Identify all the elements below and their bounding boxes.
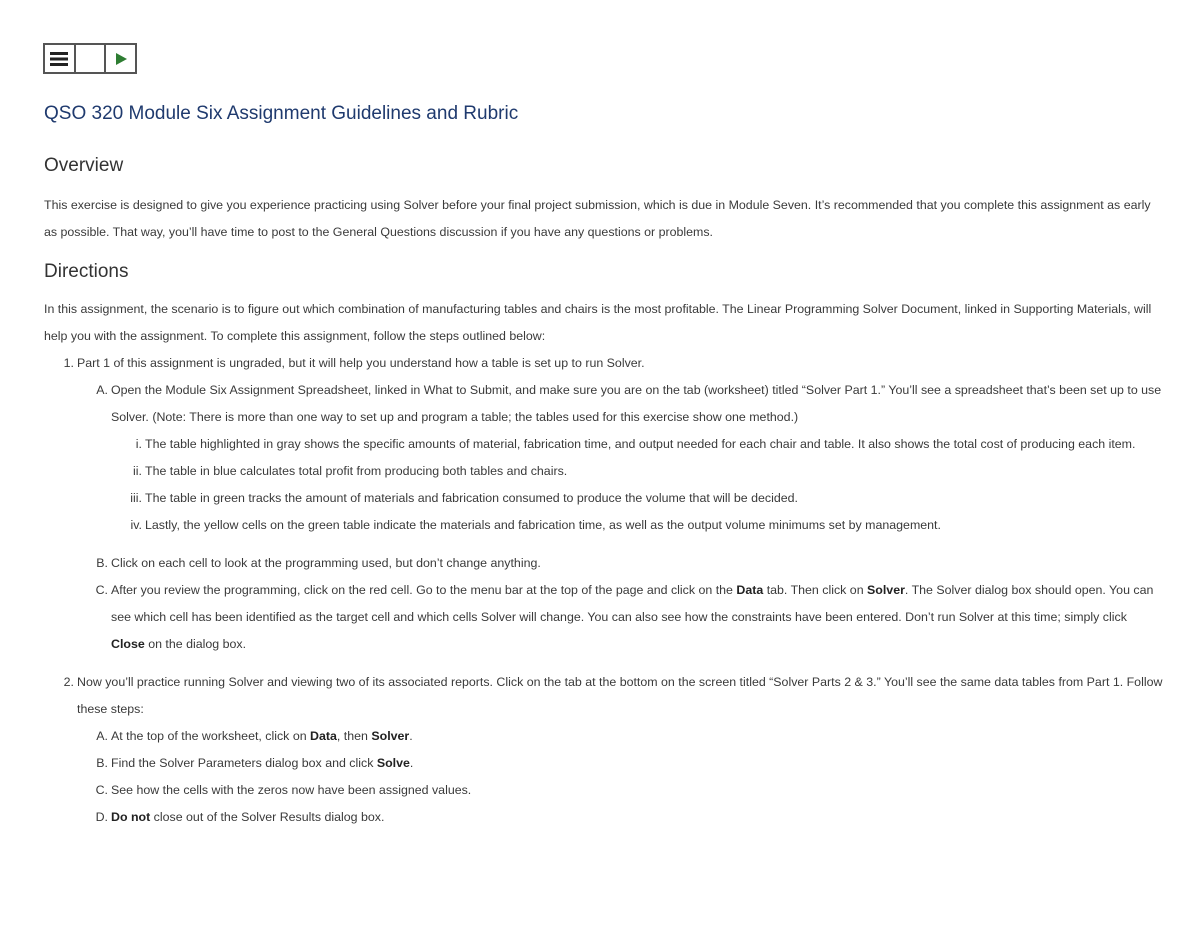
list-item-text: The table highlighted in gray shows the specific amounts of material, fabrication time, and output needed for each chair and table. It also shows the total cost of producing each item. — [145, 437, 1136, 451]
bold-term-solve: Solve — [376, 756, 410, 770]
list-item-text: . — [409, 756, 414, 770]
list-marker: A. — [96, 729, 108, 743]
overview-heading: Overview — [44, 155, 124, 176]
list-item-step2-b — [44, 750, 1164, 777]
blank-button[interactable] — [76, 45, 107, 72]
toolbar — [43, 43, 137, 74]
list-item-step1-a-iv — [44, 512, 1164, 539]
list-item-text: on the dialog box. — [144, 637, 247, 651]
list-item-text: Open the Module Six Assignment Spreadsheet, linked in What to Submit, and make sure you are on the tab (worksheet) titled “Solver Part 1.” You’ll see a spreadsheet that’s been set up to use Solver. (Note: There is more than one way to set up and program a table; the tables used for this exercise show one method.) — [111, 383, 1162, 424]
steps-list — [44, 350, 1164, 831]
list-item-text: . The Solver dialog box should open. You can see which cell has been identified as the target cell and which cells Solver will change. You can also see how the constraints have been entered. Don’t run Solver at this time; simply click — [111, 583, 1154, 624]
list-item-text: close out of the Solver Results dialog box. — [150, 810, 385, 824]
list-item-step1-c — [44, 577, 1164, 658]
list-item-text: , then — [336, 729, 372, 743]
list-item-text: Click on each cell to look at the programming used, but don’t change anything. — [111, 556, 541, 570]
document-body — [44, 100, 1164, 831]
list-item-step1-a-i — [44, 431, 1164, 458]
bold-term-close: Close — [111, 637, 145, 651]
directions-intro: In this assignment, the scenario is to figure out which combination of manufacturing tables and chairs is the most profitable. The Linear Programming Solver Document, linked in Supporting Materials, will help you with the assignment. To complete this assignment, follow the steps outlined below: — [44, 302, 1152, 343]
menu-button[interactable] — [45, 45, 76, 72]
list-item-text: tab. Then click on — [763, 583, 868, 597]
bold-term-solver: Solver — [371, 729, 410, 743]
list-item-step1 — [44, 350, 1164, 377]
list-item-text: The table in green tracks the amount of materials and fabrication consumed to produce the volume that will be decided. — [145, 491, 798, 505]
list-item-step1-b — [44, 550, 1164, 577]
list-marker: D. — [95, 810, 108, 824]
bold-term-data: Data — [310, 729, 337, 743]
list-item-text: Find the Solver Parameters dialog box and click — [111, 756, 377, 770]
overview-text: This exercise is designed to give you experience practicing using Solver before your final project submission, which is due in Module Seven. It’s recommended that you complete this assignment as early as possible. That way, you’ll have time to post to the General Questions discussion if you have any questions or problems. — [44, 198, 1151, 239]
list-marker: i. — [135, 437, 142, 451]
bold-term-data: Data — [736, 583, 764, 597]
directions-heading: Directions — [44, 261, 129, 282]
list-marker: B. — [96, 756, 108, 770]
list-marker: 2. — [63, 675, 74, 689]
list-item-text: Now you’ll practice running Solver and viewing two of its associated reports. Click on the tab at the bottom on the screen titled “Solver Parts 2 & 3.” You’ll see the same data tables from Part 1. Follow these steps: — [77, 675, 1163, 716]
play-button[interactable] — [106, 45, 135, 72]
list-item-step1-a-iii — [44, 485, 1164, 512]
list-item-text: Part 1 of this assignment is ungraded, but it will help you understand how a table is set up to run Solver. — [77, 356, 645, 370]
list-item-step2-c — [44, 777, 1164, 804]
bold-term-do-not: Do not — [111, 810, 151, 824]
list-marker: iii. — [130, 491, 142, 505]
list-marker: iv. — [130, 518, 142, 532]
list-item-step2-d — [44, 804, 1164, 831]
list-item-step2 — [44, 669, 1164, 723]
list-marker: C. — [95, 783, 108, 797]
list-item-step2-a — [44, 723, 1164, 750]
list-item-text: . — [409, 729, 413, 743]
list-item-text: After you review the programming, click on the red cell. Go to the menu bar at the top of the page and click on the — [111, 583, 737, 597]
list-marker: B. — [96, 556, 108, 570]
list-marker: ii. — [133, 464, 142, 478]
list-marker: C. — [95, 583, 108, 597]
menu-icon — [49, 51, 69, 67]
play-icon — [114, 52, 128, 66]
list-item-step1-a-ii — [44, 458, 1164, 485]
bold-term-solver: Solver — [867, 583, 905, 597]
list-marker: A. — [96, 383, 108, 397]
list-marker: 1. — [63, 356, 74, 370]
list-item-text: The table in blue calculates total profit from producing both tables and chairs. — [145, 464, 568, 478]
list-item-text: At the top of the worksheet, click on — [111, 729, 311, 743]
list-item-text: See how the cells with the zeros now have been assigned values. — [111, 783, 472, 797]
list-item-step1-a — [44, 377, 1164, 431]
list-item-text: Lastly, the yellow cells on the green table indicate the materials and fabrication time, as well as the output volume minimums set by management. — [145, 518, 941, 532]
page-title: QSO 320 Module Six Assignment Guidelines and Rubric — [44, 103, 519, 124]
